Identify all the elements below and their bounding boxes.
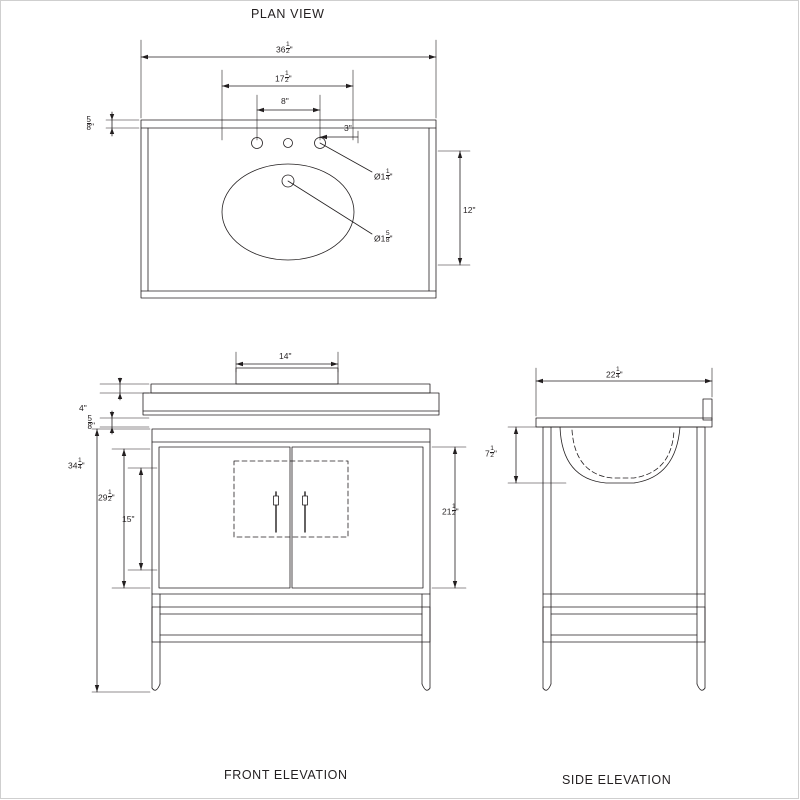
dim-top-thickness: $\frac{5}{8}$ " [86, 115, 94, 133]
front-sink-hidden [234, 461, 348, 537]
side-bowl-hidden [572, 430, 674, 478]
leader-hole-large [288, 181, 372, 234]
dim-backsplash-height: 4" [79, 403, 87, 413]
front-base-shelf [152, 607, 430, 642]
plan-countertop-outline [141, 120, 436, 298]
dim-hole-small: Ø1 $\frac{1}{4}$ " [374, 168, 393, 183]
front-cabinet-body [152, 429, 430, 594]
dim-door-height: 15" [122, 514, 135, 524]
dim-hole-large: Ø1 $\frac{5}{8}$ " [374, 230, 393, 245]
front-backsplash [151, 384, 430, 393]
side-countertop [536, 418, 712, 427]
plan-hole-center [284, 139, 293, 148]
dim-edge-offset: 3" [344, 123, 352, 133]
front-elevation-title: FRONT ELEVATION [224, 768, 348, 782]
dim-overall-height: 34 $\frac{1}{4}$ " [68, 457, 85, 472]
side-backsplash [703, 399, 712, 420]
dim-cabinet-height: 29 $\frac{1}{2}$ " [98, 489, 115, 504]
side-cabinet-body [543, 427, 705, 594]
dim-bowl-depth: 7 $\frac{1}{2}$ " [485, 445, 497, 460]
dim-overall-width: 36 $\frac{1}{2}$ " [276, 41, 293, 56]
leader-hole-small [320, 143, 372, 172]
front-door-right [292, 447, 423, 588]
dim-door-opening: 21 $\frac{1}{2}$ " [442, 503, 459, 518]
dim-faucet-spread-inner: 8" [281, 96, 289, 106]
side-elevation-title: SIDE ELEVATION [562, 773, 672, 787]
dim-front-top-thickness: $\frac{5}{8}$ " [87, 414, 95, 432]
plan-sink-bowl [222, 164, 354, 260]
dim-sink-width: 14" [279, 351, 292, 361]
dim-side-depth: 22 $\frac{1}{4}$ " [606, 366, 623, 381]
front-countertop [143, 393, 439, 415]
front-sink-rim [236, 368, 338, 384]
side-base-shelf [543, 607, 705, 642]
front-door-left [159, 447, 290, 588]
dim-plan-depth: 12" [463, 205, 476, 215]
dim-faucet-spread-outer: 17 $\frac{1}{2}$ " [275, 70, 292, 85]
plan-view-title: PLAN VIEW [251, 7, 325, 21]
